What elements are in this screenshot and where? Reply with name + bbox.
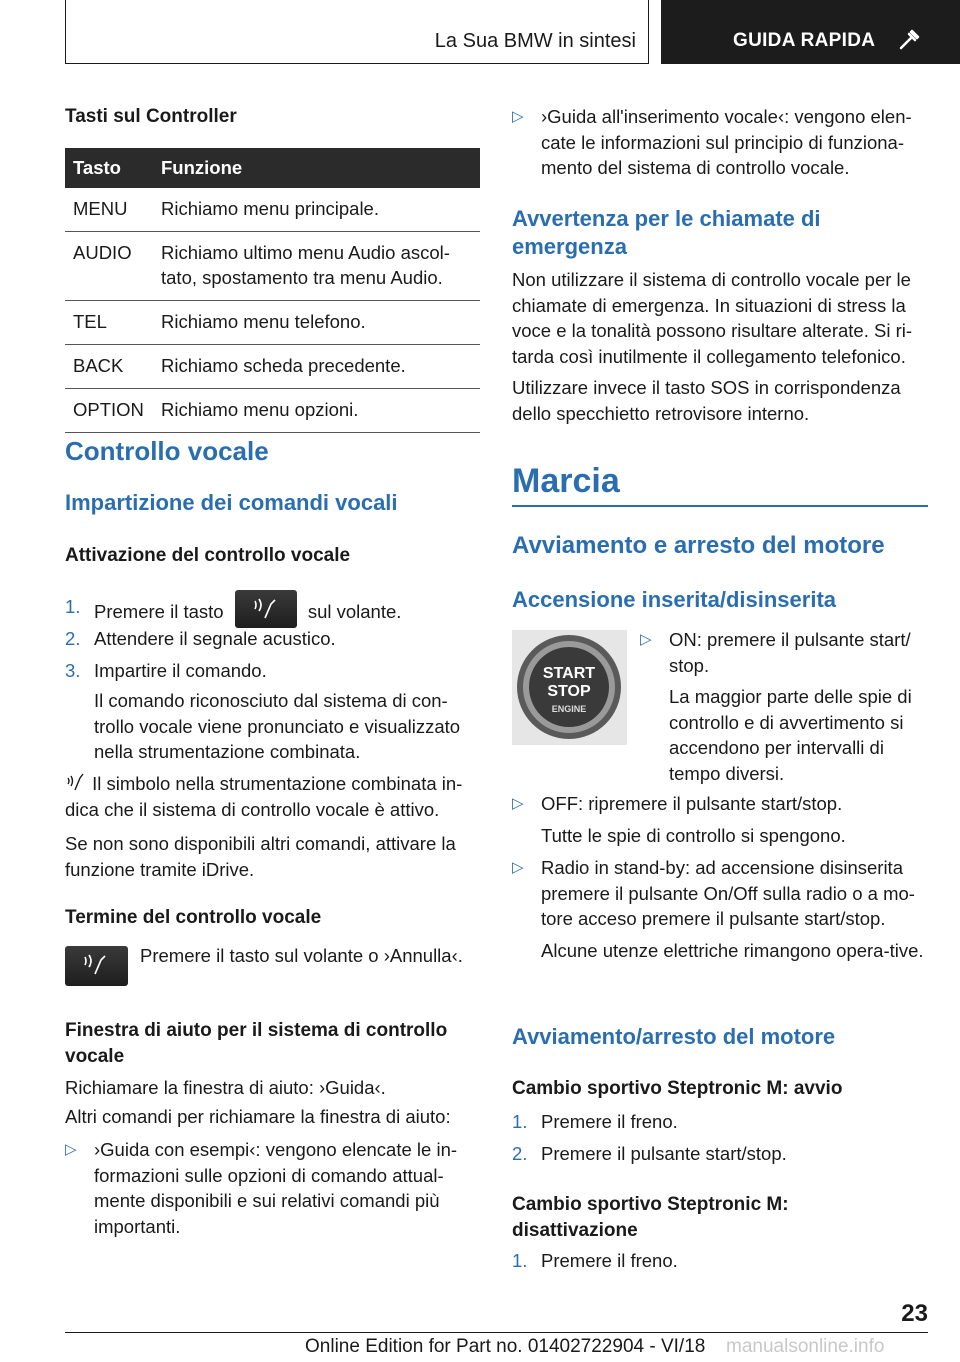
heading-steptronic-start: Cambio sportivo Steptronic M: avvio — [512, 1078, 843, 1099]
heading-steptronic-off: Cambio sportivo Steptronic M: disattivazione — [512, 1194, 789, 1241]
help-text-1: Richiamare la finestra di aiuto: ›Guida‹. — [65, 1077, 386, 1098]
bullet-text: ›Guida all'inserimento vocale‹: vengono elen-cate le informazioni sul principio di funziona-mento del sistema di controllo vocale. — [541, 106, 912, 178]
heading-emergency: Avvertenza per le chiamate di emergenza — [512, 206, 821, 259]
symbol-note-text: Il simbolo nella strumentazione combinata in-dica che il sistema di controllo vocale è attivo. — [65, 773, 463, 820]
table-row — [65, 188, 480, 232]
bullet-text: ON: premere il pulsante start/ stop. — [669, 629, 911, 676]
heading-voice-control: Controllo vocale — [65, 436, 269, 466]
voice-icon — [251, 596, 281, 622]
radio-detail: Alcune utenze elettriche rimangono opera-tive. — [541, 940, 924, 961]
table-header-function: Funzione — [153, 148, 480, 188]
table-cell-function: Richiamo menu opzioni. — [153, 389, 480, 433]
heading-marcia: Marcia — [512, 462, 620, 500]
bullet-triangle-icon: ▷ — [65, 1141, 77, 1158]
table-cell-function: Richiamo scheda precedente. — [153, 345, 480, 389]
step-number: 3. — [65, 660, 81, 681]
step-text: Premere il freno. — [541, 1111, 678, 1132]
step-text: sul volante. — [307, 600, 402, 622]
step-number: 2. — [65, 628, 81, 649]
table-cell-function: Richiamo menu telefono. — [153, 301, 480, 345]
bullet-text: ›Guida con esempi‹: vengono elencate le in-formazioni sulle opzioni di comando attual-mente disponibili e sui relativi comandi più importanti. — [94, 1139, 458, 1237]
off-detail: Tutte le spie di controllo si spengono. — [541, 825, 846, 846]
table-cell-function: Richiamo menu principale. — [153, 188, 480, 232]
header-section-title: La Sua BMW in sintesi — [434, 30, 636, 52]
table-row — [65, 389, 480, 433]
table-cell-key: AUDIO — [65, 232, 153, 301]
on-detail: La maggior parte delle spie di controllo e di avvertimento si accendono per intervalli di tempo diversi. — [669, 686, 912, 784]
header-section-box — [65, 0, 649, 64]
table-cell-key: MENU — [65, 188, 153, 232]
step-number: 1. — [512, 1250, 528, 1271]
engine-label: ENGINE — [551, 704, 587, 714]
step-3-detail: Il comando riconosciuto dal sistema di con-trollo vocale viene pronunciato e visualizzato nella strumentazione combinata. — [94, 690, 461, 762]
footer-edition: Online Edition for Part no. 01402722904 - VI/18 — [305, 1336, 706, 1357]
start-stop-button-image — [512, 630, 627, 745]
table-cell-key: TEL — [65, 301, 153, 345]
table-row — [65, 301, 480, 345]
bullet-triangle-icon: ▷ — [640, 631, 652, 648]
step-number: 2. — [512, 1143, 528, 1164]
start-stop-engine-icon — [512, 630, 627, 745]
step-text: Impartire il comando. — [94, 660, 267, 681]
emergency-text-2: Utilizzare invece il tasto SOS in corrispondenza dello specchietto retrovisore interno. — [512, 377, 901, 424]
header-chapter-title: GUIDA RAPIDA — [733, 30, 876, 51]
bullet-text: Radio in stand-by: ad accensione disinserita premere il pulsante On/Off sulla radio o a mo-tore acceso premere il pulsante start/stop. — [541, 857, 915, 929]
step-number: 1. — [512, 1111, 528, 1132]
table-cell-key: OPTION — [65, 389, 153, 433]
idrive-note: Se non sono disponibili altri comandi, attivare la funzione tramite iDrive. — [65, 833, 456, 880]
table-cell-function: Richiamo ultimo menu Audio ascol-tato, spostamento tra menu Audio. — [153, 232, 480, 301]
heading-voice-commands: Impartizione dei comandi vocali — [65, 490, 398, 515]
heading-activation: Attivazione del controllo vocale — [65, 545, 351, 566]
section-divider — [512, 505, 928, 507]
footer-divider — [65, 1332, 928, 1333]
step-text: Premere il pulsante start/stop. — [541, 1143, 787, 1164]
heading-help-window: Finestra di aiuto per il sistema di controllo vocale — [65, 1020, 448, 1067]
help-text-2: Altri comandi per richiamare la finestra di aiuto: — [65, 1106, 451, 1127]
controller-keys-table — [65, 148, 480, 433]
step-number: 1. — [65, 596, 81, 617]
heading-ignition: Accensione inserita/disinserita — [512, 587, 837, 612]
bullet-triangle-icon: ▷ — [512, 859, 524, 876]
stop-label: STOP — [547, 683, 591, 700]
heading-end-voice: Termine del controllo vocale — [65, 907, 322, 928]
symbol-note — [65, 771, 480, 822]
voice-icon — [81, 952, 111, 978]
step-text: Premere il tasto — [94, 600, 224, 622]
emergency-text-1: Non utilizzare il sistema di controllo vocale per le chiamate di emergenza. In situazioni di stress la voce e la tonalità possono risultare alterate. Si ri-tarda così inutilmente il collegamento telefonico. — [512, 269, 913, 367]
table-row — [65, 232, 480, 301]
bullet-triangle-icon: ▷ — [512, 795, 524, 812]
table-row — [65, 345, 480, 389]
page-number: 23 — [901, 1300, 928, 1327]
bullet-triangle-icon: ▷ — [512, 108, 524, 125]
header-chapter-box — [661, 0, 960, 64]
watermark-text: manualsonline.info — [726, 1336, 885, 1357]
end-voice-text: Premere il tasto sul volante o ›Annulla‹. — [140, 945, 463, 966]
table-heading: Tasti sul Controller — [65, 106, 237, 127]
voice-symbol-icon — [65, 772, 87, 792]
step-text: Attendere il segnale acustico. — [94, 628, 336, 649]
bullet-text: OFF: ripremere il pulsante start/stop. — [541, 793, 843, 814]
table-cell-key: BACK — [65, 345, 153, 389]
start-label: START — [542, 665, 596, 682]
heading-engine: Avviamento/arresto del motore — [512, 1024, 836, 1049]
quick-guide-icon — [898, 27, 922, 51]
voice-button-image — [235, 590, 297, 628]
voice-button-image-2 — [65, 946, 128, 986]
step-text: Premere il freno. — [541, 1250, 678, 1271]
heading-start-stop-engine: Avviamento e arresto del motore — [512, 532, 885, 559]
table-header-key: Tasto — [65, 148, 153, 188]
